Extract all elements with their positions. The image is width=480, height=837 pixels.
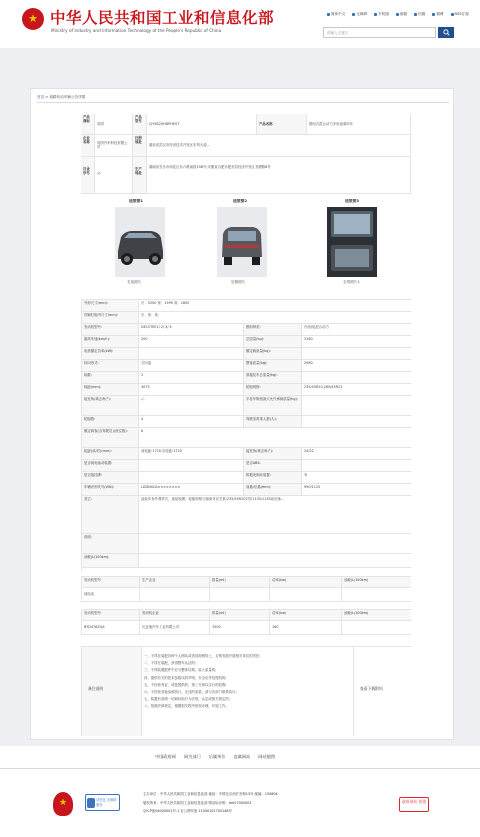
footer-info-line: 主办单位：中华人民共和国工业和信息化部 地址：中国北京西长安街13号 邮编：100804 [143,792,278,796]
table-header: 生产企业 [140,577,210,588]
search-button[interactable] [438,27,454,38]
footer-info-line: 京ICP备04000001号-1 京公网安备 11040102700148号 [143,809,232,813]
spec-label: 车辆识别代号(VIN): [82,484,139,496]
label-company: 企业名称 [81,135,95,157]
footer-links [155,754,275,759]
engine-table [81,576,411,602]
vehicle-pictures [81,199,411,291]
spec-label: 轴距(mm): [82,384,139,396]
national-emblem-icon [22,8,44,30]
picture-title-2: 选装图2 [233,199,248,203]
value-company: 岚图汽车科技有限公司 [95,135,133,157]
label-product-name: 产品名称 [257,114,307,135]
detail-panel [30,88,454,740]
download-attachment-link[interactable]: 查看下载附项 [354,647,411,736]
notes-label: 备注说明 [82,647,142,736]
spec-value: 选装车身外观样式，选装轮辋、轮胎规格与轴荷对应关系:235/55R20对应1135/1135前后轴... [139,496,411,534]
nav-dot-icon [327,13,330,16]
table-cell: 纯电动 [82,588,140,602]
spec-label: 轴数: [82,372,139,384]
breadcrumb-home[interactable]: 首页 [37,95,45,99]
party-emblem-icon [53,792,73,816]
picture-title-3: 选装图3 [345,199,360,203]
note-item: 六、不经营其他参照执行，无违约条款，请与各部门联系执行; [144,690,237,695]
footer-info-line: 版权所有：中华人民共和国工业和信息化部 网站标识码：bm07000001 [143,800,252,805]
spec-value: 前轮距:1720,后轮距:1725 [139,448,244,460]
motor-table [81,609,411,635]
label-model: 产品型号 [133,114,147,135]
spec-label: 说明: [82,534,139,554]
spec-value: 200 [139,336,244,348]
car-front-illustration [115,207,165,277]
report-error-badge[interactable]: 政府网站 找错 [399,797,429,812]
note-item: 二、不得在装配，获得整车认证的; [144,661,197,666]
breadcrumb-current: > 道路机动车辆公告详情 [45,95,86,99]
spec-value: 235/55R20,265/45R21 [302,384,411,396]
spec-value: 长：5200 宽：1999 高：1800 [139,300,411,312]
footer-divider [0,768,480,769]
spec-label: 是否ABS: [244,460,302,472]
table-header: 功率(kw) [270,610,342,621]
accessibility-icon [87,798,95,808]
nav-letters[interactable]: 信箱 [414,12,425,16]
nav-weibo[interactable]: 微博 [432,12,443,16]
search-icon [443,29,450,36]
value-reg-address: 湖北省武汉市经济技术开发区东风大道... [147,135,411,157]
notes-table [81,646,411,736]
spec-label: 外形尺寸(mm): [82,300,139,312]
spec-value: 3160 [302,336,411,348]
spec-value: 990/1120 [302,484,411,496]
spec-label: 防抱死制动装置: [244,472,302,484]
spec-label: 整备质量(kg): [244,360,302,372]
site-title-en: Ministry of Industry and Information Technology of the People's Republic of China [51,28,222,33]
accessibility-badge[interactable] [85,794,120,811]
spec-label: 接近角/离去角(°): [244,448,302,460]
spec-value: 2 [139,372,244,384]
car-roof-illustration [327,207,377,277]
spec-value [302,396,411,416]
footer-link[interactable]: 网为部门 [183,754,201,759]
table-header: 发动机型号 [82,577,140,588]
breadcrumb-divider [37,102,449,103]
basic-info-table [81,114,411,194]
value-brand: 岚图 [95,114,133,135]
nav-dot-icon [414,13,417,16]
table-header: 油耗(L/100km) [342,577,411,588]
spec-table [81,299,411,571]
spec-value [139,534,411,554]
spec-value: 有 [302,472,411,484]
nav-rss[interactable]: RSS订阅 [451,12,469,16]
note-item: 七、装置有参照一切商标组行为法规，认定或相关规定的; [144,697,230,702]
site-header [0,0,480,48]
note-item: 一、不得在装配各种个人网站或者其他网络上，否则发展开展相关单位的责任; [144,654,261,658]
value-product-name: 插电式混合动力多用途乘用车 [307,114,411,135]
spec-label: 总质量(kg): [244,336,302,348]
spec-label: 转向形式: [82,360,139,372]
spec-label: 货厢栏板内尺寸(mm): [82,312,139,324]
spec-value [302,372,411,384]
spec-label: 准拖挂车总质量(kg): [244,372,302,384]
label-catalog-no: 目录序号 [81,157,95,194]
spec-label: 油耗(L/100km): [82,554,139,568]
spec-label: 轮胎规格: [244,384,302,396]
spec-value [302,460,411,472]
picture-caption-1: 右前照片 [127,280,142,284]
vehicle-photo-panorama[interactable] [327,207,377,277]
spec-label: 前悬/后悬(mm): [244,484,302,496]
footer-link[interactable]: 后属单位 [208,754,226,759]
vehicle-photo-front[interactable] [115,207,165,277]
spec-label: 最高车速(km/h): [82,336,139,348]
nav-dot-icon [374,13,377,16]
spec-label: 轮距(前/后)(mm): [82,448,139,460]
spec-value [139,460,244,472]
spec-value: 2980 [302,360,411,372]
table-cell [140,588,210,602]
search-input[interactable]: 请输入关键字 [323,27,436,38]
footer-link[interactable]: 网站地图 [258,754,276,759]
spec-value: 汽油/电混合动力 [302,324,411,336]
picture-caption-3: 全景照片1 [343,280,360,284]
footer-link[interactable]: 直属网站 [233,754,251,759]
value-prod-address: 湖南省长沙市雨花区东六路南段198号;安徽省合肥市肥东县经济开发区龙塘路8号 [147,157,411,194]
nav-dot-icon [451,13,454,16]
nav-dot-icon [432,13,435,16]
spec-value [302,416,411,428]
table-header: 油耗(L/100km) [342,610,411,621]
spec-label: 接近角/离去角(°): [82,396,139,416]
spec-label: 其它: [82,496,139,534]
spec-label: 半挂车鞍座最大允许承载质量(kg): [244,396,302,416]
spec-value: LDDN4CA×××××××× [139,484,244,496]
spec-value [139,348,244,360]
table-header: 发动机型号 [82,610,140,621]
table-cell: 160 [270,621,342,635]
top-nav [327,12,469,16]
table-cell: BYD476ZQA [82,621,140,635]
spec-label: 电机额定功率(kW): [82,348,139,360]
spec-value: 4 [139,416,244,428]
spec-label: 燃料种类: [244,324,302,336]
label-brand: 产品商标 [81,114,95,135]
label-reg-address: 注册地址 [133,135,147,157]
car-rear-illustration [217,207,267,277]
table-header: 功率(kw) [270,577,342,588]
site-footer [0,746,480,837]
note-item: 五、不经营有证，或是提供的，第三方和以实行的权利; [144,682,227,687]
notes-list [142,647,354,736]
spec-value: 方向盘 [139,360,244,372]
spec-label: 驾驶室准乘人数(人): [244,416,302,428]
spec-label: 发动机型号: [82,324,139,336]
nav-accessibility[interactable]: 无障碍 [352,12,367,16]
spec-value: 6 [139,428,411,448]
table-cell: 比亚迪汽车工业有限公司 [140,621,210,635]
spec-value [139,472,244,484]
table-cell [270,588,342,602]
vehicle-photo-rear[interactable] [217,207,267,277]
site-title: 中华人民共和国工业和信息化部 [50,8,275,27]
spec-value: -/- [139,396,244,416]
spec-value: 3075 [139,384,244,396]
spec-label: 是否纯电驱动装置: [82,460,139,472]
table-header: 排量(ml) [210,577,270,588]
note-item: 八、按照法律规定，根据相关程序依规办理，开展工作。 [144,704,229,709]
breadcrumb [37,95,85,99]
spec-label: 是否拖挂牌: [82,472,139,484]
nav-mail[interactable]: 邮箱 [396,12,407,16]
nav-dot-icon [352,13,355,16]
note-item: 三、不得装置配件中应当整体结构，装入质量的; [144,668,217,673]
picture-title-1: 选装图1 [129,199,144,203]
spec-value: DE15TEE1/ 2/ 3/ 4 [139,324,244,336]
nav-simplified[interactable]: 简体中文 [327,12,345,16]
table-header: 排量(ml) [210,610,270,621]
value-catalog-no: ?? [95,157,133,194]
table-cell [210,588,270,602]
note-item: 四、提供有关的技术参数以的声明，安全应并经授权的; [144,675,227,680]
accessibility-badge-text: 适老化 无障碍服务 [96,798,117,807]
table-header: 发动机企业 [140,610,210,621]
value-model: CJY6520HDPHEV7 [147,114,257,135]
table-cell: 1500 [210,621,270,635]
picture-caption-2: 后照照片 [231,280,246,284]
spec-value [302,348,411,360]
table-cell [342,621,411,635]
footer-info [143,790,278,816]
spec-value: 24/22 [302,448,411,460]
nav-dot-icon [396,13,399,16]
spec-label: 额定载质量(kg): [244,348,302,360]
table-cell [342,588,411,602]
spec-label: 额定载客(含驾驶员)(座位数): [82,428,139,448]
label-prod-address: 生产地址 [133,157,147,194]
spec-label: 轮胎数: [82,416,139,428]
spec-value [139,554,411,568]
nav-mobile[interactable]: 手机版 [374,12,389,16]
footer-link[interactable]: 中国政府网 [155,754,176,759]
spec-value: 长：宽：高： [139,312,411,324]
